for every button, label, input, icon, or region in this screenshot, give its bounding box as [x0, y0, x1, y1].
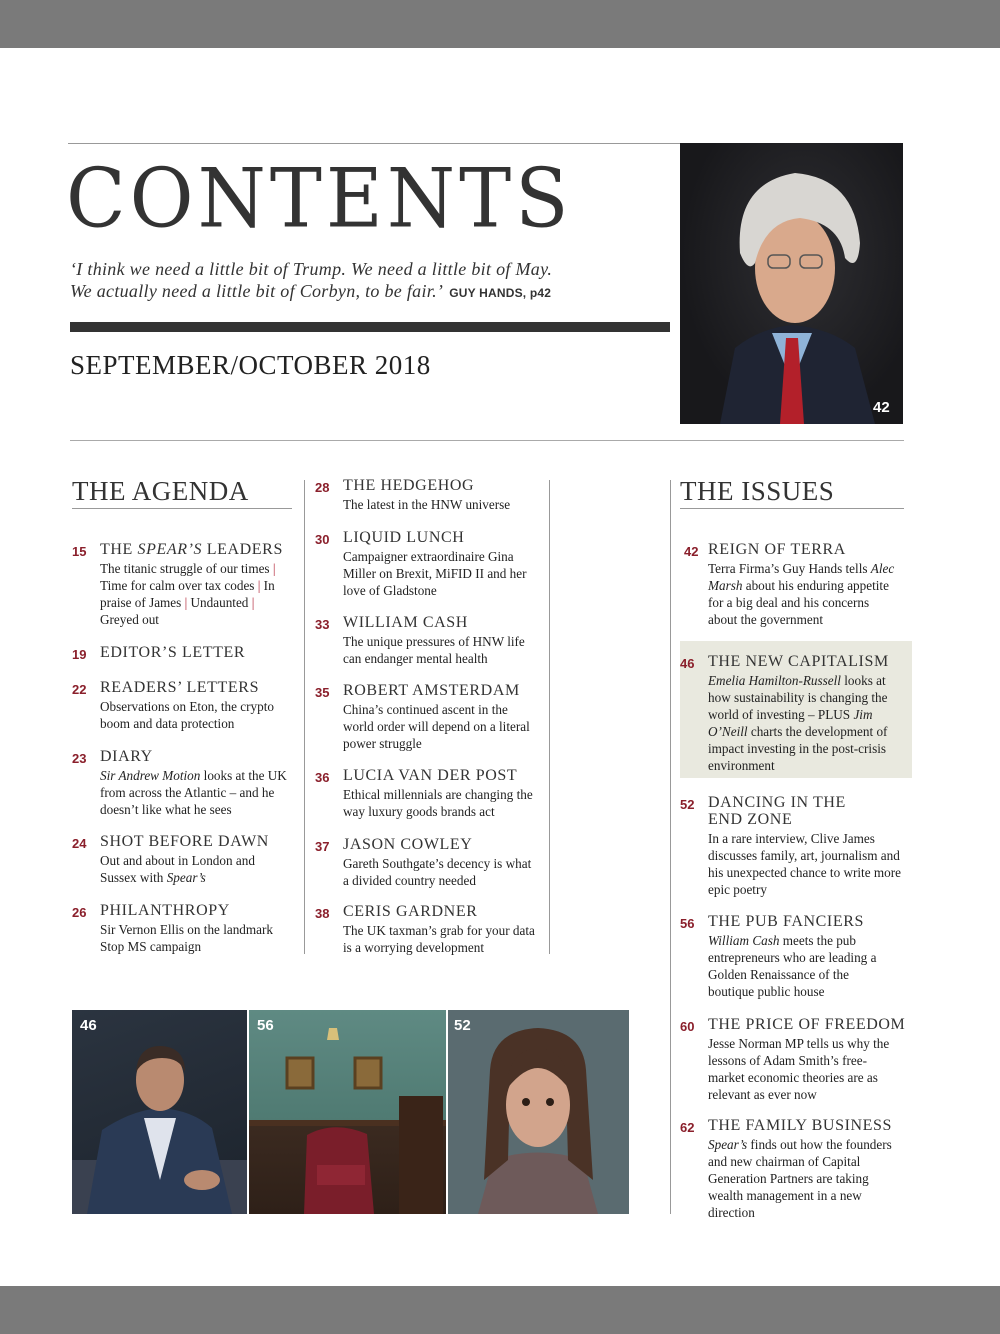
page-title: CONTENTS [66, 151, 573, 247]
desc-italic: Spear’s [708, 1137, 748, 1152]
column-divider-left [304, 480, 305, 954]
pub-interior-photo-icon [249, 1010, 446, 1214]
desc-italic: Emelia Hamilton-Russell [708, 673, 841, 688]
desc-part: charts the development of impact investing in the post-crisis environment [708, 724, 888, 773]
entry-title [100, 541, 283, 559]
entry-description [708, 1136, 900, 1221]
page-number: 37 [315, 839, 330, 854]
entry-title: READERS’ LETTERS [100, 679, 260, 696]
page-number: 15 [72, 544, 87, 559]
thumbnail-52[interactable] [448, 1010, 629, 1214]
entry-description: In a rare interview, Clive James discusses family, art, journalism and his unexpected chance to write more epic poetry [708, 831, 901, 897]
thumbnail-page-number: 56 [257, 1017, 274, 1034]
desc-part: Out and about in London and Sussex with [100, 853, 255, 885]
top-rule [68, 143, 680, 144]
page-number: 56 [680, 916, 695, 931]
page-number: 52 [680, 797, 695, 812]
entry-title-line-2: END ZONE [708, 811, 793, 828]
issues-heading: THE ISSUES [680, 476, 835, 506]
entry-title: WILLIAM CASH [343, 614, 468, 631]
man-in-suit-photo-icon [72, 1010, 247, 1214]
column-divider-mid [549, 480, 550, 954]
agenda-heading-rule [72, 508, 292, 509]
entry-description: Jesse Norman MP tells us why the lessons of Adam Smith’s free-market economic theories are as relevant as ever now [708, 1036, 890, 1102]
desc-part: In praise of James [100, 578, 275, 610]
entry-title: LIQUID LUNCH [343, 529, 465, 546]
page-number: 35 [315, 685, 330, 700]
entry-description: The latest in the HNW universe [343, 497, 511, 512]
agenda-heading: THE AGENDA [72, 476, 249, 506]
desc-part: Undaunted [190, 595, 249, 610]
desc-italic: Spear’s [166, 870, 206, 885]
title-italic: SPEAR’S [137, 541, 203, 558]
desc-italic: Sir Andrew Motion [100, 768, 201, 783]
thick-divider [70, 322, 670, 332]
entry-title: PHILANTHROPY [100, 902, 230, 919]
thumbnail-page-number: 46 [80, 1017, 97, 1034]
entry-description: Campaigner extraordinaire Gina Miller on Brexit, MiFID II and her love of Gladstone [343, 549, 527, 598]
entry-title: REIGN OF TERRA [708, 541, 846, 558]
desc-part: looks at the UK from across the Atlantic – and he doesn’t like what he sees [100, 768, 287, 817]
issues-heading-rule [680, 508, 904, 509]
entry-description [100, 767, 292, 818]
desc-part: The titanic struggle of our times [100, 561, 270, 576]
desc-part: Greyed out [100, 612, 159, 627]
entry-title: EDITOR’S LETTER [100, 644, 246, 661]
portrait-photo-icon [680, 143, 903, 424]
page-number: 28 [315, 480, 330, 495]
page-number: 62 [680, 1120, 695, 1135]
entry-title: THE PUB FANCIERS [708, 913, 864, 930]
cover-portrait-photo[interactable] [680, 143, 903, 424]
entry-title: THE PRICE OF FREEDOM [708, 1016, 906, 1033]
entry-description [100, 852, 292, 886]
entry-title: SHOT BEFORE DAWN [100, 833, 269, 850]
entry-description: Observations on Eton, the crypto boom and data protection [100, 699, 274, 731]
entry-description: The UK taxman’s grab for your data is a worrying development [343, 923, 535, 955]
desc-part: meets the pub entrepreneurs who are leading a Golden Renaissance of the boutique public house [708, 933, 877, 999]
desc-italic: Alec Marsh [708, 561, 895, 593]
page-number: 36 [315, 770, 330, 785]
page-number: 38 [315, 906, 330, 921]
entry-title: THE NEW CAPITALISM [708, 653, 889, 670]
desc-part: Time for calm over tax codes [100, 578, 255, 593]
page-number: 30 [315, 532, 330, 547]
issue-date: SEPTEMBER/OCTOBER 2018 [70, 350, 431, 380]
quote-line-1: ‘I think we need a little bit of Trump. We need a little bit of May. [70, 259, 553, 279]
entry-title: THE HEDGEHOG [343, 477, 475, 494]
page-number: 22 [72, 682, 87, 697]
top-bar [0, 0, 1000, 48]
desc-part: Terra Firma’s Guy Hands tells [708, 561, 871, 576]
entry-title: ROBERT AMSTERDAM [343, 682, 520, 699]
page-number: 42 [684, 544, 699, 559]
desc-italic: William Cash [708, 933, 780, 948]
entry-title-line-1: DANCING IN THE [708, 794, 846, 811]
title-part: LEADERS [202, 541, 283, 558]
page-number: 60 [680, 1019, 695, 1034]
column-divider-right [670, 480, 671, 1214]
page-number: 26 [72, 905, 87, 920]
bottom-bar [0, 1286, 1000, 1334]
entry-description [708, 672, 904, 774]
quote-line-2: We actually need a little bit of Corbyn, to be fair.’ [70, 281, 444, 301]
entry-title: LUCIA VAN DER POST [343, 767, 518, 784]
entry-description: The unique pressures of HNW life can endanger mental health [343, 634, 525, 666]
entry-description: Gareth Southgate’s decency is what a divided country needed [343, 856, 532, 888]
desc-italic: Jim O’Neill [708, 707, 873, 739]
section-divider [70, 440, 904, 441]
quote-attribution: GUY HANDS, p42 [449, 286, 552, 300]
entry-description: Sir Vernon Ellis on the landmark Stop MS campaign [100, 922, 274, 954]
thumbnail-56[interactable] [249, 1010, 446, 1214]
entry-title: CERIS GARDNER [343, 903, 478, 920]
entry-description [708, 932, 898, 1000]
desc-part: finds out how the founders and new chairman of Capital Generation Partners are taking wealth management in a new direction [708, 1137, 892, 1220]
thumbnail-46[interactable] [72, 1010, 247, 1214]
page-number: 33 [315, 617, 330, 632]
entry-title: THE FAMILY BUSINESS [708, 1117, 893, 1134]
page-number: 46 [680, 656, 695, 671]
thumbnail-page-number: 52 [454, 1017, 471, 1034]
desc-part: about his enduring appetite for a big deal and his concerns about the government [708, 578, 889, 627]
page-number: 23 [72, 751, 87, 766]
entry-title: DIARY [100, 748, 153, 765]
entry-description: The titanic struggle of our times | Time for calm over tax codes | In praise of James | Undaunted | Greyed out [100, 561, 276, 627]
page-number: 24 [72, 836, 87, 851]
entry-description [708, 560, 900, 628]
title-part: THE [100, 541, 138, 558]
entry-title: JASON COWLEY [343, 836, 473, 853]
pull-quote [70, 258, 670, 304]
girl-painting-photo-icon [448, 1010, 629, 1214]
cover-photo-page-number: 42 [873, 399, 890, 416]
page-number: 19 [72, 647, 87, 662]
entry-description: Ethical millennials are changing the way luxury goods brands act [343, 787, 533, 819]
entry-description: China’s continued ascent in the world order will depend on a literal power struggle [343, 702, 530, 751]
desc-part: looks at how sustainability is changing the world of investing – PLUS [708, 673, 888, 722]
